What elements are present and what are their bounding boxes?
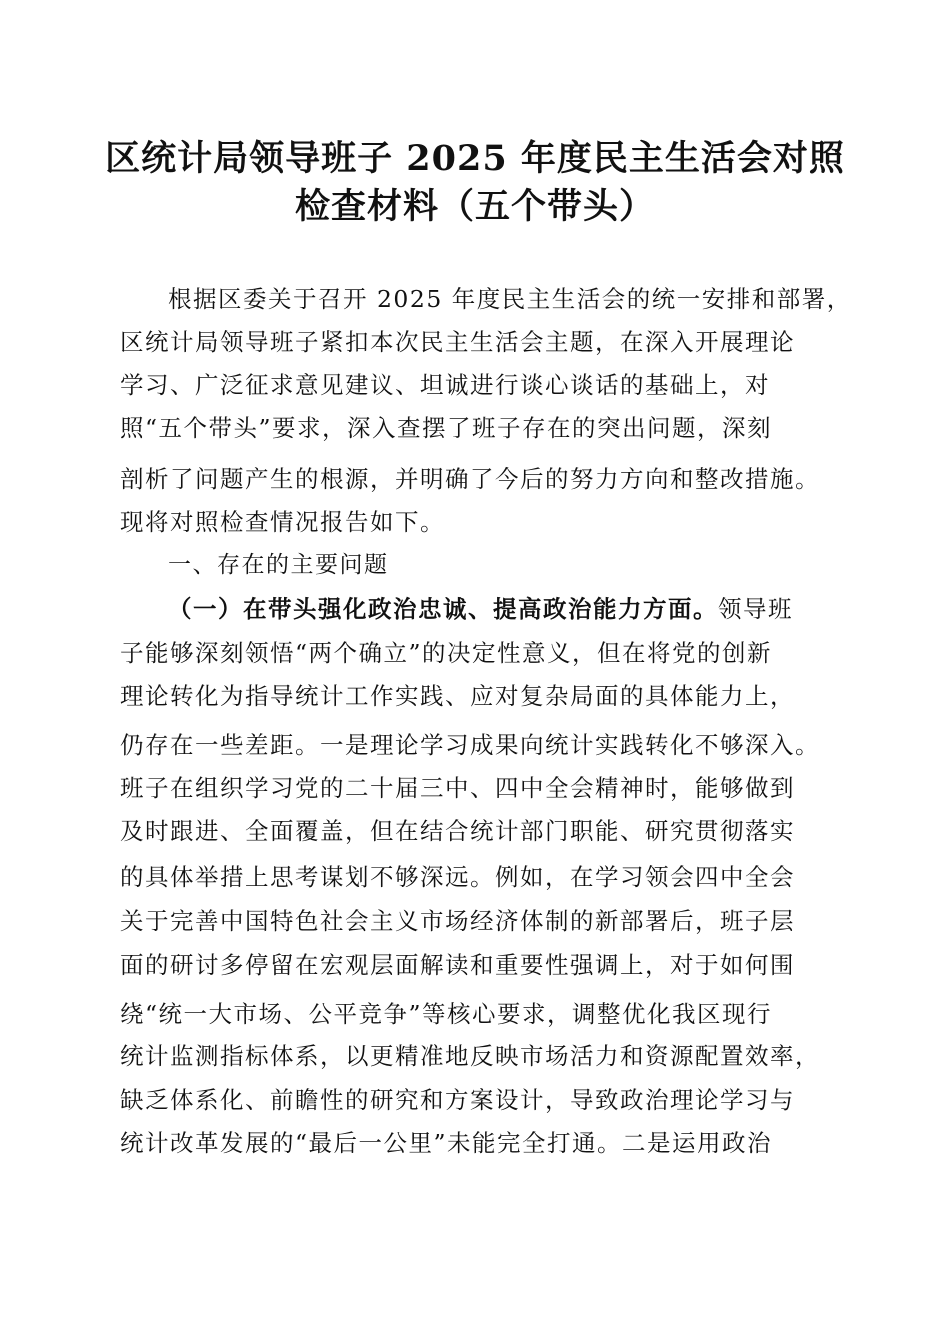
- intro-line: 学习、广泛征求意见建议、坦诚进行谈心谈话的基础上，对: [120, 371, 770, 399]
- body-line: 关于完善中国特色社会主义市场经济体制的新部署后，班子层: [120, 907, 795, 935]
- body-line: 及时跟进、全面覆盖，但在结合统计部门职能、研究贯彻落实: [120, 817, 795, 845]
- document-title: [80, 135, 870, 231]
- subsection-first-line: [168, 593, 908, 625]
- body-line: 统计监测指标体系，以更精准地反映市场活力和资源配置效率，: [120, 1042, 820, 1070]
- body-line: 仍存在一些差距。一是理论学习成果向统计实践转化不够深入。: [120, 731, 820, 759]
- body-line: 的具体举措上思考谋划不够深远。例如，在学习领会四中全会: [120, 863, 795, 891]
- section-heading: 一、存在的主要问题: [168, 552, 389, 578]
- intro-line: 区统计局领导班子紧扣本次民主生活会主题，在深入开展理论: [120, 328, 795, 356]
- title-line-2: 检查材料（五个带头）: [294, 186, 655, 227]
- body-line: 面的研讨多停留在宏观层面解读和重要性强调上，对于如何围: [120, 951, 795, 979]
- intro-line: 现将对照检查情况报告如下。: [120, 508, 445, 536]
- body-line: 理论转化为指导统计工作实践、应对复杂局面的具体能力上，: [120, 682, 795, 710]
- body-line: 统计改革发展的“最后一公里”未能完全打通。二是运用政治: [120, 1129, 773, 1157]
- intro-line: 剖析了问题产生的根源，并明确了今后的努力方向和整改措施。: [120, 465, 820, 493]
- title-line-1: 区统计局领导班子 2025 年度民主生活会对照: [105, 138, 845, 179]
- body-line: 缺乏体系化、前瞻性的研究和方案设计，导致政治理论学习与: [120, 1086, 795, 1114]
- intro-line: 照“五个带头”要求，深入查摆了班子存在的突出问题，深刻: [120, 414, 773, 442]
- subsection-heading: （一）在带头强化政治忠诚、提高政治能力方面。: [168, 595, 718, 623]
- body-line: 子能够深刻领悟“两个确立”的决定性意义，但在将党的创新: [120, 639, 773, 667]
- body-line: 绕“统一大市场、公平竞争”等核心要求，调整优化我区现行: [120, 1000, 773, 1028]
- intro-line: 根据区委关于召开 2025 年度民主生活会的统一安排和部署，: [168, 285, 852, 313]
- body-line: 班子在组织学习党的二十届三中、四中全会精神时，能够做到: [120, 774, 795, 802]
- subsection-first-rest: 领导班: [718, 595, 793, 623]
